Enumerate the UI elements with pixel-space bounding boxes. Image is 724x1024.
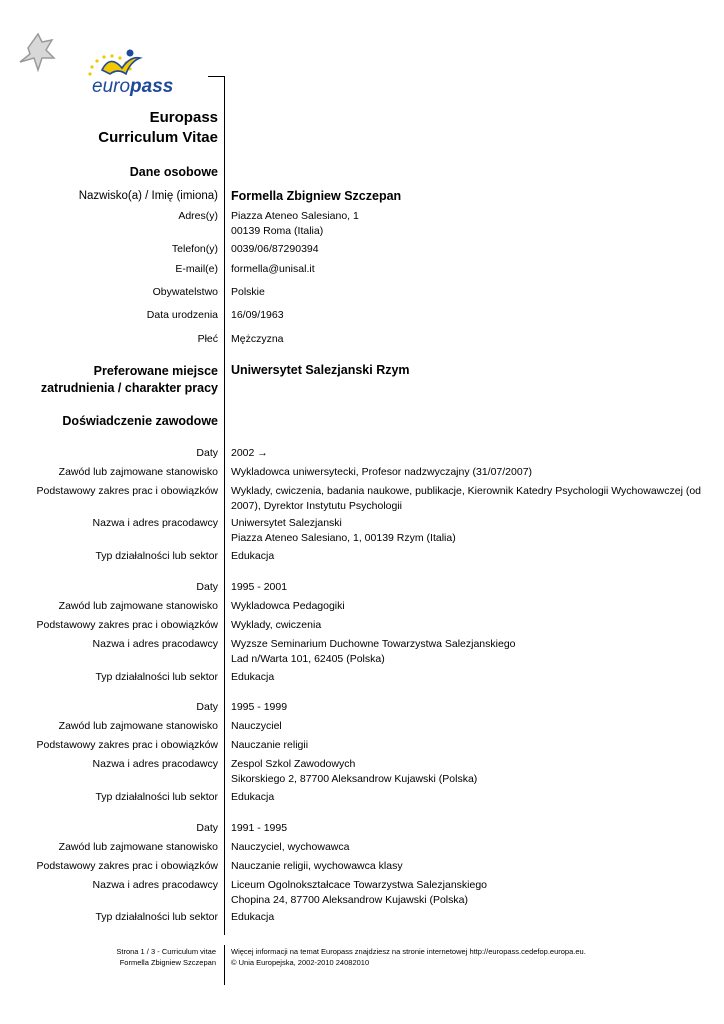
job-employer: Zespol Szkol Zawodowych Sikorskiego 2, 87700 Aleksandrow Kujawski (Polska) [231, 758, 478, 785]
job-sector-label: Typ działalności lub sektor [95, 791, 218, 803]
birth-label: Data urodzenia [146, 309, 218, 321]
job-employer-label: Nazwa i adres pracodawcy [92, 879, 218, 891]
job-position: Wykladowca uniwersytecki, Profesor nadzwyczajny (31/07/2007) [231, 466, 533, 478]
job-position-label: Zawód lub zajmowane stanowisko [58, 466, 218, 478]
job-dates-label: Daty [196, 701, 218, 713]
phone-value: 0039/06/87290394 [231, 243, 319, 255]
birth-value: 16/09/1963 [231, 309, 284, 321]
gender-value: Mężczyzna [231, 333, 284, 345]
job-dates: 1991 - 1995 [231, 822, 288, 834]
column-divider-top [208, 76, 225, 77]
address-value: Piazza Ateneo Salesiano, 1 00139 Roma (Italia) [231, 210, 359, 237]
email-value: formella@unisal.it [231, 263, 315, 275]
job-duties-label: Podstawowy zakres prac i obowiązków [36, 860, 218, 872]
job-sector: Edukacja [231, 550, 275, 562]
job-employer-label: Nazwa i adres pracodawcy [92, 758, 218, 770]
job-duties-label: Podstawowy zakres prac i obowiązków [36, 739, 218, 751]
preferred-value: Uniwersytet Salezjanski Rzym [231, 363, 410, 377]
job-dates: 1995 - 1999 [231, 701, 288, 713]
job-position-label: Zawód lub zajmowane stanowisko [58, 600, 218, 612]
job-employer-label: Nazwa i adres pracodawcy [92, 638, 218, 650]
nationality-value: Polskie [231, 286, 265, 298]
gender-label: Płeć [197, 333, 218, 345]
job-sector-label: Typ działalności lub sektor [95, 671, 218, 683]
job-sector: Edukacja [231, 671, 275, 683]
address-label: Adres(y) [178, 210, 218, 222]
job-duties: Nauczanie religii [231, 739, 309, 751]
job-dates-label: Daty [196, 822, 218, 834]
job-dates: 1995 - 2001 [231, 581, 288, 593]
cv-title: Europass Curriculum Vitae [98, 109, 218, 146]
job-position-label: Zawód lub zajmowane stanowisko [58, 841, 218, 853]
job-position: Wykladowca Pedagogiki [231, 600, 345, 612]
job-position: Nauczyciel, wychowawca [231, 841, 350, 853]
job-duties: Wyklady, cwiczenia, badania naukowe, publikacje, Kierownik Katedry Psychologii Wychowawczej (od 2007), Dyrektor Instytutu Psychologii [231, 485, 702, 512]
name-label: Nazwisko(a) / Imię (imiona) [78, 190, 218, 202]
europass-wordmark: europass [92, 76, 174, 97]
name-value: Formella Zbigniew Szczepan [231, 189, 402, 203]
job-sector-label: Typ działalności lub sektor [95, 911, 218, 923]
job-duties: Wyklady, cwiczenia [231, 619, 322, 631]
job-dates-label: Daty [196, 447, 218, 459]
section-personal: Dane osobowe [129, 165, 218, 179]
job-position-label: Zawód lub zajmowane stanowisko [58, 720, 218, 732]
nationality-label: Obywatelstwo [152, 286, 218, 298]
job-dates: 2002 → [231, 447, 268, 459]
email-label: E-mail(e) [175, 263, 218, 275]
column-divider [224, 77, 225, 935]
job-duties: Nauczanie religii, wychowawca klasy [231, 860, 403, 872]
job-position: Nauczyciel [231, 720, 282, 732]
job-employer: Uniwersytet Salezjanski Piazza Ateneo Salesiano, 1, 00139 Rzym (Italia) [231, 517, 456, 544]
footer-page-info: Strona 1 / 3 - Curriculum vitae Formella Zbigniew Szczepan [116, 947, 216, 967]
job-employer: Liceum Ogolnokształcace Towarzystwa Salezjanskiego Chopina 24, 87700 Aleksandrow Kujawski (Polska) [231, 879, 488, 906]
footer-divider [224, 945, 225, 985]
job-sector-label: Typ działalności lub sektor [95, 550, 218, 562]
job-dates-label: Daty [196, 581, 218, 593]
job-employer-label: Nazwa i adres pracodawcy [92, 517, 218, 529]
job-sector: Edukacja [231, 911, 275, 923]
phone-label: Telefon(y) [171, 243, 218, 255]
job-sector: Edukacja [231, 791, 275, 803]
job-employer: Wyzsze Seminarium Duchowne Towarzystwa Salezjanskiego Lad n/Warta 101, 62405 (Polska) [231, 638, 516, 665]
job-duties-label: Podstawowy zakres prac i obowiązków [36, 619, 218, 631]
section-experience: Doświadczenie zawodowe [62, 414, 218, 428]
job-duties-label: Podstawowy zakres prac i obowiązków [36, 485, 218, 497]
section-preferred: Preferowane miejsce zatrudnienia / charakter pracy [40, 364, 218, 395]
footer-europass-info: Więcej informacji na temat Europass znajdziesz na stronie internetowej http://europass.cedefop.europa.eu. © Unia Europejska, 2002-2010 24082010 [231, 947, 586, 967]
